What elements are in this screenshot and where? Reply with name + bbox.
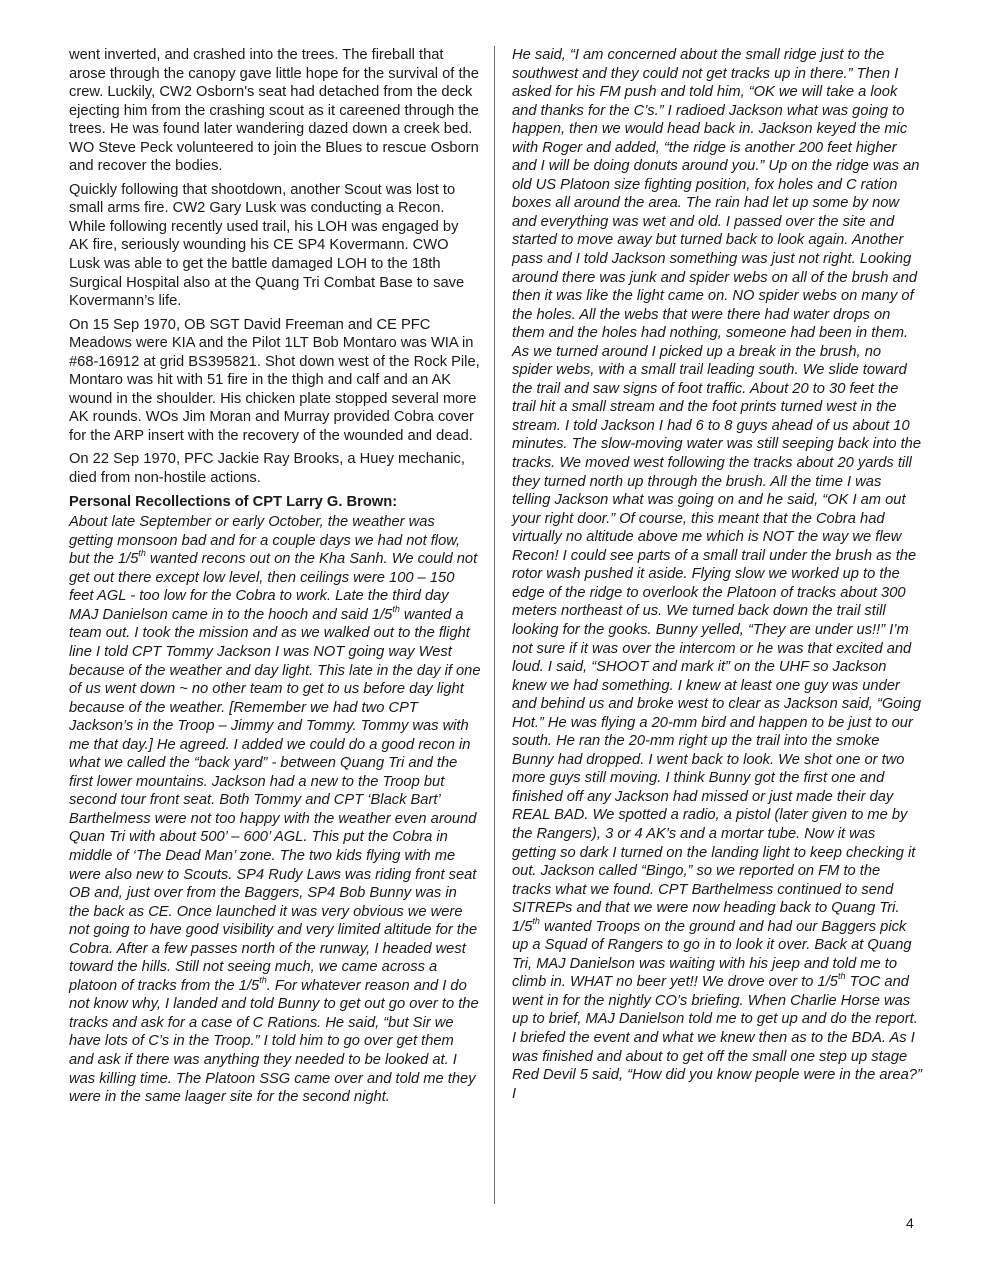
paragraph-lusk: Quickly following that shootdown, another Scout was lost to small arms fire. CW2 Gary Lusk was conducting a Recon. While following recently used trail, his LOH was engaged by AK fire, seriously wounding his CE SP4 Kovermann. CWO Lusk was able to get the battle damaged LOH to the 18th Surgical Hospital also at the Quang Tri Combat Base to save Kovermann’s life.: [69, 181, 465, 310]
superscript-th: th: [837, 971, 846, 982]
recollection-continued: [512, 46, 922, 1103]
continued-part-c: TOC and went in for the nightly CO’s briefing. When Charlie Horse was up to brief, MAJ Danielson told me to get up and do the report. I briefed the event and what we knew then as to the BDA. As I was finished and about to get off the small one step up stage Red Devil 5 said, “How did you know people were in the area?” I: [512, 974, 922, 1102]
paragraph-crash: went inverted, and crashed into the trees. The fireball that arose through the canopy gave little hope for the survival of the crew. Luckily, CW2 Osborn's seat had detached from the deck ejecting him from the crashing scout as it careened through the trees. He was found later wandering dazed down a creek bed. WO Steve Peck volunteered to join the Blues to rescue Osborn and recover the bodies.: [69, 47, 479, 175]
recollection-text: [69, 513, 481, 1107]
paragraph-22-sep: On 22 Sep 1970, PFC Jackie Ray Brooks, a Huey mechanic, died from non-hostile actions.: [69, 451, 465, 487]
superscript-th: th: [259, 974, 267, 985]
superscript-th: th: [138, 548, 146, 559]
page-number: 4: [906, 1215, 914, 1231]
right-column: [512, 46, 922, 1103]
recollection-part-a: About late September or early October, the weather was getting monsoon bad and for a couple days we had not flow, but the 1/5: [69, 514, 461, 568]
column-divider: [494, 46, 495, 1204]
recollection-part-d: . For whatever reason and I do not know why, I landed and told Bunny to get out go over to the tracks and ask for a case of C Rations. He said, “but Sir we have lots of C’s in the Troop.” I told him to go over get them and ask if there was anything they needed to be looked at. I was killing time. The Platoon SSG came over and told me they were in the same laager site for the second night.: [69, 977, 479, 1106]
continued-part-a: He said, “I am concerned about the small ridge just to the southwest and they could not get tracks up in there.” Then I asked for his FM push and told him, “OK we will take a look and thanks for the C’s.” I radioed Jackson what was going to happen, then we would head back in. Jackson keyed the mic with Roger and added, “the ridge is another 200 feet higher and I will be doing donuts around you.” Up on the ridge was an old US Platoon size fighting position, fox holes and C ration boxes all around the area. The rain had let up some by now and everything was wet and old. I passed over the site and started to move away but turned back to look again. Another pass and I told Jackson something was just not right. Looking around there was junk and spider webs on all of the brush and then it was like the light came on. NO spider webs on many of the holes. All the webs that were there had water drops on them and the holes had nothing, someone had been in them. As we turned around I picked up a break in the brush, no spider webs, with a small trail leading south. We slide toward the trail and saw signs of foot traffic. About 20 to 30 feet the trail hit a small stream and the foot prints turned west in the stream. I told Jackson I had 6 to 8 guys ahead of us about 10 minutes. The slow-moving water was still seeping back into the tracks. We moved west following the tracks about 20 yards till they turned north up through the brush. All the time I was telling Jackson what was going on and he said, “OK I am out your right door.” Of course, this meant that the Cobra had virtually no altitude above me which is NOT the way we flew Recon! I could see parts of a small trail under the brush as the rotor wash pushed it aside. Flying slow we worked up to the edge of the ridge to overlook the Platoon of tracks about 300 meters northeast of us. We turned back down the trail still looking for the gooks. Bunny yelled, “They are under us!!” I’m not sure if it was over the intercom or he was that excited and loud. I said, “SHOOT and mark it” on the UHF so Jackson knew we had something. I knew at least one guy was under and behind us and broke west to clear as Jackson said, “Going Hot.” He was flying a 20-mm bird and happen to be just to our south. He ran the 20-mm right up the trail into the smoke Bunny had dropped. I went back to look. We shot one or two more guys still moving. I think Bunny got the first one and finished off any Jackson had missed or just made their day REAL BAD. We spotted a radio, a pistol (later given to me by the Rangers), 3 or 4 AK’s and a mortar tube. Now it was getting so dark I turned on the landing light to keep checking it out. Jackson called “Bingo,” so we reported on FM to the tracks what we found. CPT Barthelmess continued to send SITREPs and that we were now heading back to Quang Tri. 1/5: [512, 47, 922, 935]
continued-part-b: wanted Troops on the ground and had our Baggers pick up a Squad of Rangers to go in to look it over. Back at Quang Tri, MAJ Danielson was waiting with his jeep and told me to climb in. WHAT no beer yet!! We drove over to 1/5: [512, 918, 912, 991]
paragraph-15-sep: On 15 Sep 1970, OB SGT David Freeman and CE PFC Meadows were KIA and the Pilot 1LT Bob Montaro was WIA in #68-16912 at grid BS395821. Shot down west of the Rock Pile, Montaro was hit with 51 fire in the thigh and calf and an AK wound in the shoulder. His chicken plate stopped several more AK rounds. WOs Jim Moran and Murray provided Cobra cover for the ARP insert with the recovery of the wounded and dead.: [69, 316, 480, 444]
left-column: [69, 46, 481, 1107]
superscript-th: th: [532, 915, 540, 926]
recollection-part-c: wanted a team out. I took the mission and as we walked out to the flight line I told CPT Tommy Jackson I was NOT going way West because of the weather and day light. This late in the day if one of us went down ~ no other team to get to us before day light because of the weather. [Remember we had two CPT Jackson’s in the Troop – Jimmy and Tommy. Tommy was with me that day.] He agreed. I added we could do a good recon in what we called the “back yard” - between Quang Tri and the first lower mountains. Jackson had a new to the Troop but second tour front seat. Both Tommy and CPT ‘Black Bart’ Barthelmess were not too happy with the weather even around Quan Tri with about 500’ – 600’ AGL. This put the Cobra in middle of ‘The Dead Man’ zone. The two kids flying with me were also new to Scouts. SP4 Rudy Laws was riding front seat OB and, just over from the Baggers, SP4 Bob Bunny was in the back as CE. Once launched it was very obvious we were not going to have good visibility and very limited altitude for the Cobra. After a few passes north of the runway, I headed west toward the hills. Still not seeing much, we came across a platoon of tracks from the 1/5: [69, 606, 481, 994]
recollection-part-b: wanted recons out on the Kha Sanh. We could not get out there except low level, then ceilings were 100 – 150 feet AGL - too low for the Cobra to work. Late the third day MAJ Danielson came in to the hooch and said 1/5: [69, 551, 478, 623]
superscript-th: th: [392, 603, 400, 614]
section-heading: Personal Recollections of CPT Larry G. Brown:: [69, 493, 398, 510]
